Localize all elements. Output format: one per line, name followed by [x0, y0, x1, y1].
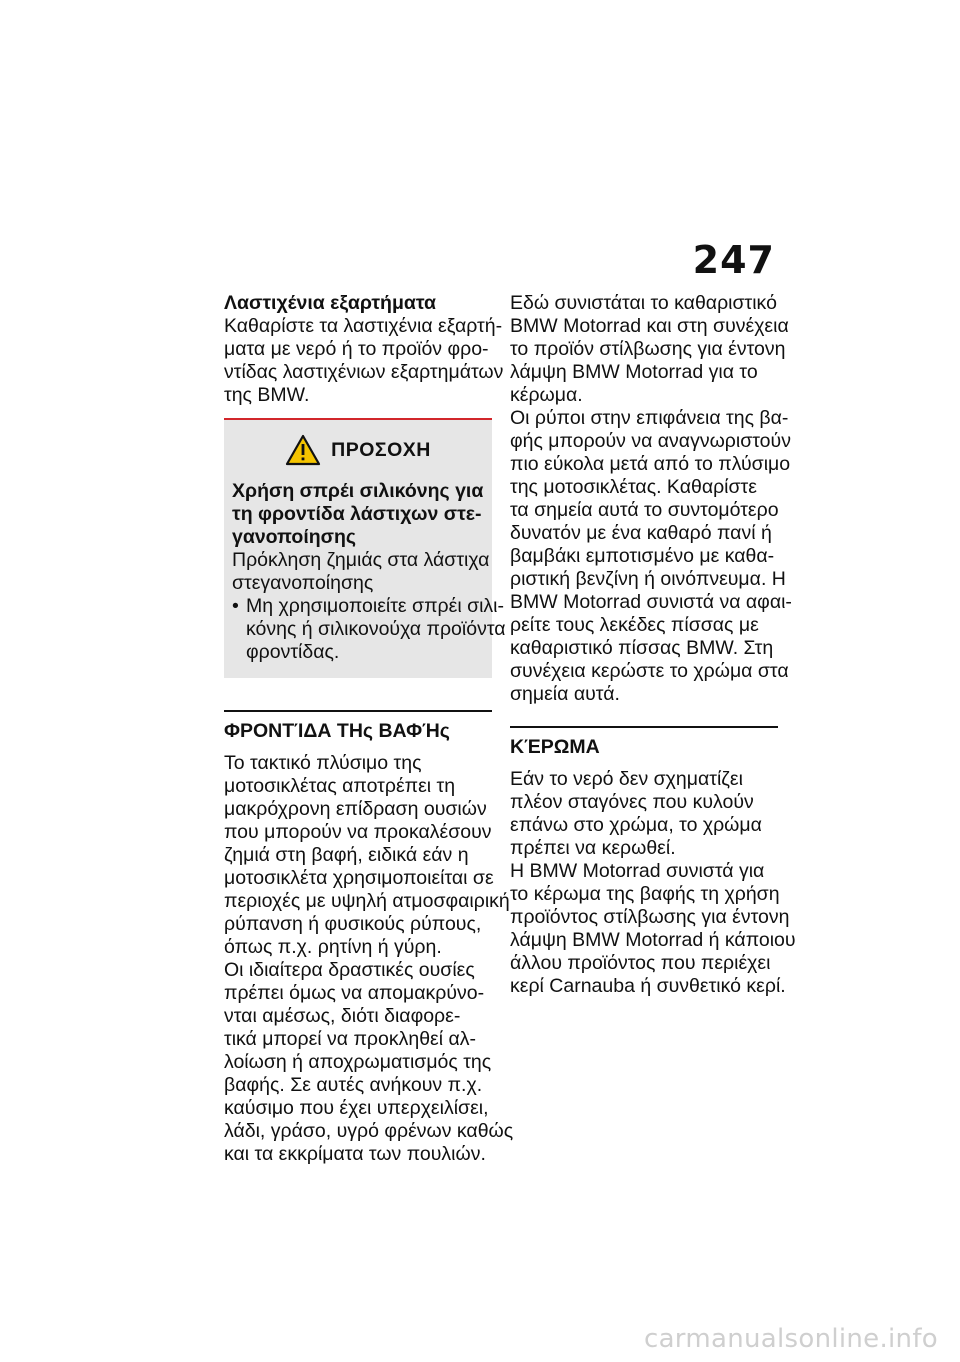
paint-care-continued-text: Εδώ συνιστάται το καθαριστικό BMW Motorrad και στη συνέχεια το προϊόν στίλβωσης για έντονη λάμψη BMW Motorrad για το κέρωμα. Οι ρύποι στην επιφάνεια της βα- φής μπορούν να αναγνωριστούν πιο εύκολα μετά από το πλύσιμο της μοτοσικλέτας. Καθαρίστε τα σημεία αυτά το συντομότερο δυνατόν με ένα καθαρό πανί ή βαμβάκι εμποτισμένο με καθα- ριστική βενζίνη ή οινόπνευμα. Η BMW Motorrad συνιστά να αφαι- ρείτε τους λεκέδες πίσσας με καθαριστικό πίσσας BMW. Στη συνέχεια κερώστε το χρώμα στα σημεία αυτά. [510, 292, 792, 705]
waxing-text: Εάν το νερό δεν σχηματίζει πλέον σταγόνες που κυλούν επάνω στο χρώμα, το χρώμα πρέπει να κερωθεί. Η BMW Motorrad συνιστά για το κέρωμα της βαφής τη χρήση προϊόντος στίλβωσης για έντονη λάμψη BMW Motorrad ή κάποιου άλλου προϊόντος που περιέχει κερί Carnauba ή συνθετικό κερί. [510, 768, 796, 997]
left-column [224, 292, 514, 1166]
caution-text: Πρόκληση ζημιάς στα λάστιχα στεγανοποίησης [232, 549, 490, 594]
bullet-marker: • [232, 595, 239, 617]
section-divider [224, 710, 492, 712]
section-divider [510, 726, 778, 728]
rubber-parts-text: Καθαρίστε τα λαστιχένια εξαρτή- ματα με νερό ή το προϊόν φρο- ντίδας λαστιχένιων εξαρτημάτων της BMW. [224, 315, 504, 406]
warning-triangle-icon [285, 434, 321, 466]
paint-care-text: Το τακτικό πλύσιμο της μοτοσικλέτας αποτρέπει τη μακρόχρονη επίδραση ουσιών που μπορούν να προκαλέσουν ζημιά στη βαφή, ειδικά εάν η μοτοσικλέτα χρησιμοποιείται σε περιοχές με υψηλή ατμοσφαιρική ρύπανση ή φυσικούς ρύπους, όπως π.χ. ρητίνη ή γύρη. Οι ιδιαίτερα δραστικές ουσίες πρέπει όμως να απομακρύνο- νται αμέσως, διότι διαφορε- τικά μπορεί να προκληθεί αλ- λοίωση ή αποχρωματισμός της βαφής. Σε αυτές ανήκουν π.χ. καύσιμο που έχει υπερχειλίσει, λάδι, γράσο, υγρό φρένων καθώς και τα εκκρίματα των πουλιών. [224, 752, 514, 1165]
caution-bullet-item [232, 595, 506, 664]
right-column [510, 292, 796, 998]
page-number: 247 [692, 238, 775, 282]
waxing-title: ΚΈΡΩΜΑ [510, 736, 600, 758]
watermark: carmanualsonline.info [643, 1324, 938, 1354]
caution-title: ΠΡΟΣΟΧΗ [331, 438, 431, 461]
caution-box [224, 418, 506, 678]
caution-heading: Χρήση σπρέι σιλικόνης για τη φροντίδα λάστιχων στε- γανοποίησης [232, 480, 484, 548]
caution-header [232, 434, 484, 466]
rubber-parts-heading: Λαστιχένια εξαρτήματα [224, 292, 437, 314]
paint-care-title: ΦΡΟΝΤΊΔΑ ΤΗς ΒΑΦΉς [224, 720, 450, 742]
caution-bullet-text: Μη χρησιμοποιείτε σπρέι σιλι- κόνης ή σιλικονούχα προϊόντα φροντίδας. [246, 595, 506, 663]
